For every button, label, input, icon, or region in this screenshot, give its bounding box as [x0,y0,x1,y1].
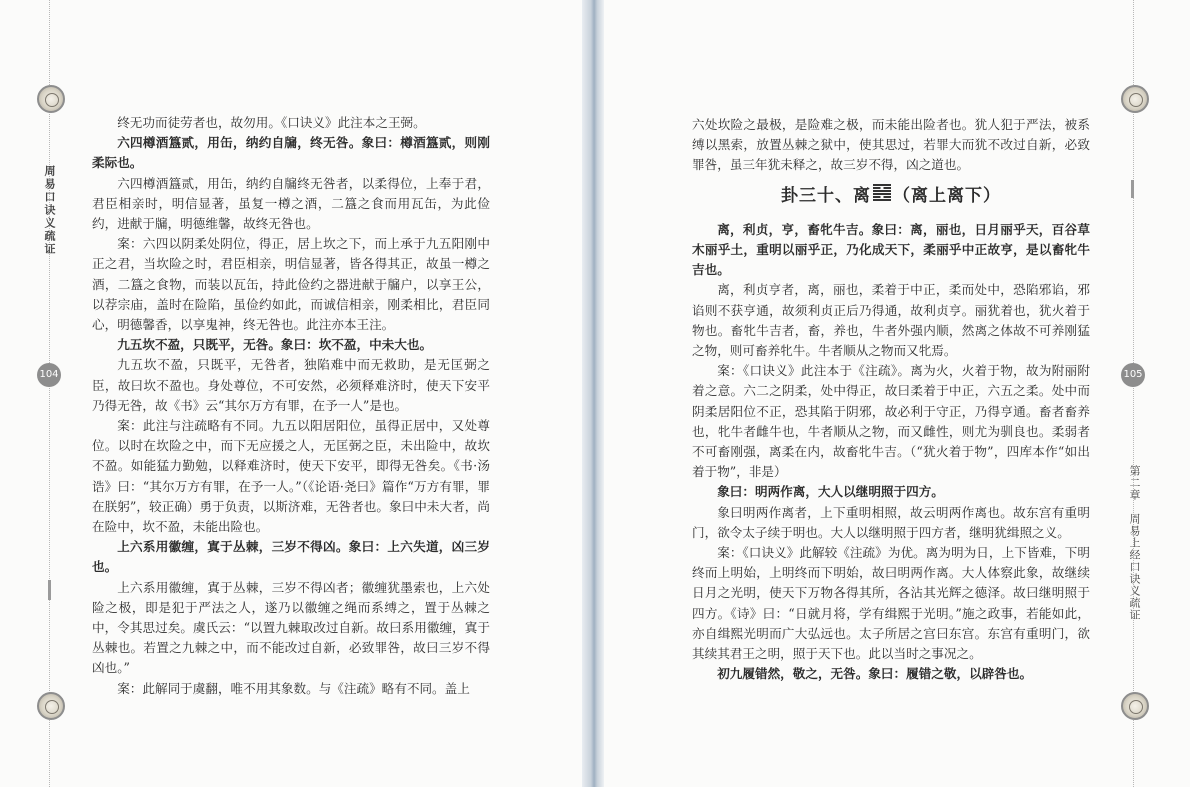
running-title: 周易口诀义疏证 [43,165,56,256]
edge-tab-mark [48,580,51,600]
commentary-paragraph: 终无功而徒劳者也，故勿用。《口诀义》此注本之王弼。 [117,115,426,130]
verse-line: 上六系用徽缠，寘于丛棘，三岁不得凶。象曰：上六失道，凶三岁也。 [92,539,490,575]
commentary-paragraph: 案：此解同于虞翻，唯不用其象数。与《注疏》略有不同。盖上 [117,680,470,696]
edge-tab-mark [1131,180,1134,198]
verse-line: 初九履错然，敬之，无咎。象曰：履错之敬，以辟咎也。 [717,666,1033,682]
left-margin-dotted-rule [49,0,50,787]
commentary-paragraph: 九五坎不盈，只既平，无咎者，独陷难中而无救助，是无匡弼之臣，故曰坎不盈也。身处尊位，不可安然，必须释难济时，使天下安平乃得无咎，故《书》云“其尔万方有罪，在予一人”是也。 [92,357,490,413]
ornament-medallion-icon [1121,85,1149,113]
verse-line: 九五坎不盈，只既平，无咎。象曰：坎不盈，中未大也。 [117,337,433,353]
right-margin-dotted-rule [1133,0,1134,787]
right-page [604,0,1190,787]
running-title: 第二章 周易上经口诀义疏证 [1128,465,1141,621]
left-page [0,0,582,787]
verse-line: 离，利贞，亨，畜牝牛吉。象曰：离，丽也，日月丽乎天，百谷草木丽乎土，重明以丽乎正，乃化成天下，柔丽乎中正故亨，是以畜牝牛吉也。 [692,221,1090,278]
verse-line: 象曰：明两作离，大人以继明照于四方。 [717,484,944,500]
commentary-paragraph: 离，利贞亨者，离，丽也，柔着于中正，柔而处中，恐陷邪谄，邪谄则不获亨通，故须利贞正后乃得通，故利贞亨。丽犹着也，犹火着于物也。畜牝牛吉者，畜，养也，牛者外强内顺，然离之体故不可养刚猛之物，则可畜养牝牛。牛者顺从之物而又牝焉。 [692,282,1090,359]
li-hexagram-icon [873,184,891,202]
ornament-medallion-icon [1121,692,1149,720]
commentary-paragraph: 象曰明两作离者，上下重明相照，故云明两作离也。故东宫有重明门，欲令太子续于明也。大人以继明照于四方者，继明犹缉照之义。 [692,504,1090,540]
commentary-paragraph: 案：六四以阴柔处阴位，得正，居上坎之下，而上承于九五阳刚中正之君，当坎险之时，君臣相亲，明信显著，皆各得其正，故虽一樽之酒，二簋之食物，而装以瓦缶，持此俭约之器进献于牖户，以享王公，以荐宗庙，盖时在险陷，虽俭约如此，而诚信相亲，刚柔相比，君臣同心，明德馨香，以享鬼神，终无咎也。此注亦本王注。 [92,236,490,333]
book-gutter [582,0,604,787]
page-number: 105 [1121,363,1145,387]
chapter-heading [692,184,1090,206]
commentary-paragraph: 案：此注与注疏略有不同。九五以阳居阳位，虽得正居中，又处尊位。以时在坎险之中，而下无应援之人，无匡弼之臣，未出险中，故坎不盈。如能猛力勤勉，以释难济时，使天下安平，即得无咎矣。《书·汤诰》曰：“其尔万方有罪，在予一人。”（《论语·尧曰》篇作“万方有罪，罪在朕躬”，较正确）勇于负责，以斯济难，无咎者也。象曰中未大者，尚在险中，坎不盈，未能出险也。 [92,418,490,535]
verse-line: 六四樽酒簋贰，用缶，纳约自牖，终无咎。象曰：樽酒簋贰，则刚柔际也。 [92,135,490,171]
chapter-heading-suffix: （离上离下） [893,185,1001,206]
ornament-medallion-icon [37,85,65,113]
commentary-paragraph: 案：《口诀义》此解较《注疏》为优。离为明为日，上下皆难，下明终而上明始，上明终而下明始，故曰明两作离。大人体察此象，故继续日月之光明，使天下万物各得其所，各沾其光辉之德泽。故曰继明照于四方。《诗》曰：“日就月将，学有缉熙于光明。”施之政事，若能如此，亦自缉熙光明而广大弘远也。太子所居之宫曰东宫。东宫有重明门，欲其续其君王之明，照于天下也。此以当时之事况之。 [692,545,1090,662]
commentary-paragraph: 六四樽酒簋贰，用缶，纳约自牖终无咎者，以柔得位，上奉于君，君臣相亲时，明信显著，虽复一樽之酒，二簋之食而用瓦缶，为此俭约，进献于牖，明德维馨，故终无咎也。 [92,175,490,232]
right-page-body [692,115,1090,684]
page-number: 104 [37,363,61,387]
commentary-paragraph: 上六系用徽缠，寘于丛棘，三岁不得凶者；徽缠犹墨索也，上六处险之极，即是犯于严法之人，遂乃以徽缠之绳而系缚之，置于丛棘之中，令其思过矣。虞氏云：“以置九棘取改过自新。故曰系用徽缠，寘于丛棘也。若置之九棘之中，而不能改过自新，必致罪咎，故曰三岁不得凶也。” [92,579,490,676]
commentary-paragraph: 案：《口诀义》此注本于《注疏》。离为火，火着于物，故为附丽附着之意。六二之阴柔，处中得正，故曰柔着于中正，六五之柔。处中而阴柔居阳位不正，恐其陷于阴邪，故必利于守正，乃得亨通。畜者畜养也，牝牛者雌牛也，牛者顺从之物，而又雌性，则尤为驯良也。柔弱者不可畜刚强，离柔在内，故畜牝牛吉。（“犹火着于物”，四库本作“如出着于物”，非是） [692,363,1090,480]
ornament-medallion-icon [37,692,65,720]
chapter-heading-prefix: 卦三十、离 [781,185,871,206]
left-page-body [92,113,490,699]
continuation-paragraph: 六处坎险之最极，是险难之极，而未能出险者也。犹人犯于严法，被系缚以黑索，放置丛棘之狱中，使其思过，若罪大而犹不改过自新，必致罪咎，虽三年犹未释之，故三岁不得，凶之道也。 [692,117,1090,173]
